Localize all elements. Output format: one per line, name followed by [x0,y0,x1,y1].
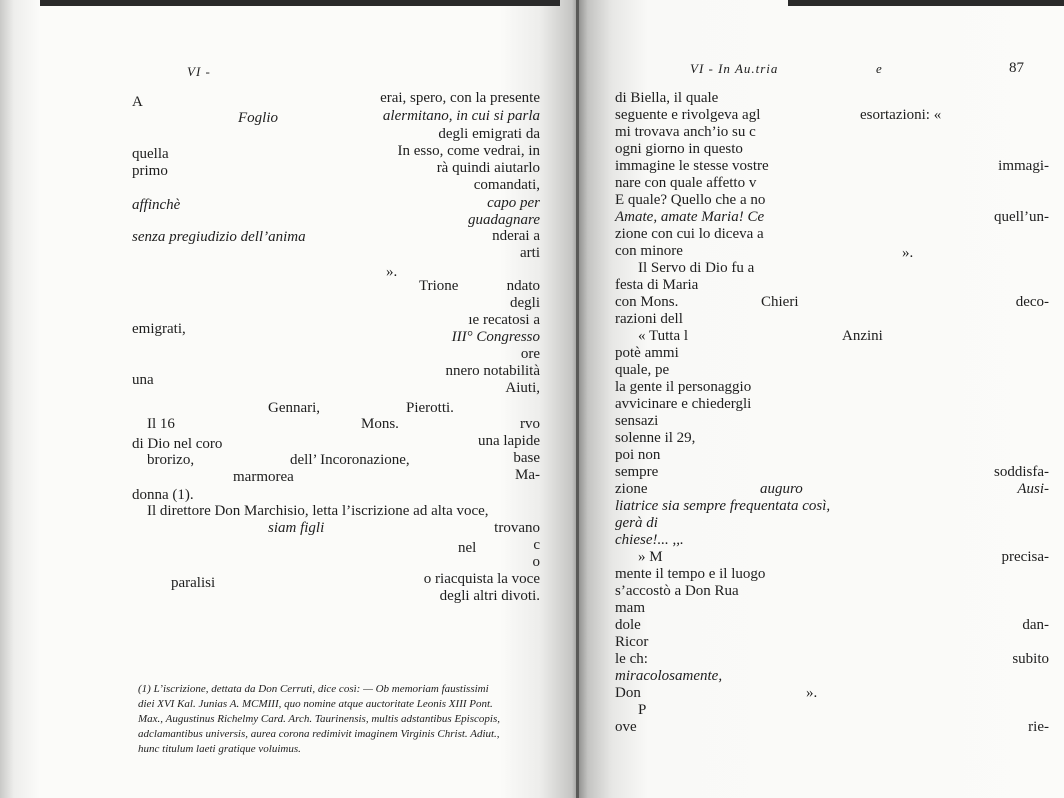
text-line-r50: ». [806,685,818,701]
text-line-r14: ». [902,245,914,261]
text-line-l04: alermitano, in cui si parla [382,108,540,124]
text-line-r08: nare con quale affetto v [615,175,757,191]
text-line-l03: Foglio [238,110,278,126]
text-line-r47: subito [1012,651,1049,667]
text-line-l34: una lapide [477,433,540,449]
text-line-r11: Amate, amate Maria! Ce [615,209,765,225]
text-line-r12: zione con cui lo diceva a [615,226,764,242]
text-line-r02: seguente e rivolgeva agl [615,107,761,123]
text-line-r07: immagi- [998,158,1049,174]
text-line-l20: degli [510,295,540,311]
right-running-header: VI - In Au.tria [690,61,779,76]
text-line-r15: Il Servo di Dio fu a [638,260,755,276]
text-line-l18: Trione [419,278,459,294]
top-scan-edge [788,0,1064,6]
text-line-l33: di Dio nel coro [132,436,223,452]
footnote-line: diei XVI Kal. Junias A. MCMIII, quo nomine atque auctoritate Leonis XIII Pont. [138,698,493,710]
text-line-l23: III° Congresso [451,329,540,345]
text-line-r24: quale, pe [615,362,670,378]
text-line-r23: potè ammi [615,345,679,361]
text-line-l46: o [532,554,540,570]
text-line-r40: mente il tempo e il luogo [615,566,766,582]
text-line-l13: guadagnare [468,212,540,228]
text-line-r26: avvicinare e chiedergli [615,396,752,412]
text-line-l27: Aiuti, [505,380,540,396]
text-line-r37: chiese!... ,,. [615,532,684,548]
footnote-line: (1) L’iscrizione, dettata da Don Cerruti, dice così: — Ob memoriam faustissimi [138,683,489,695]
text-line-r03: esortazioni: « [860,107,942,123]
text-line-r42: mam [615,600,645,616]
right-header-mark: e [876,61,883,76]
text-line-l05: degli emigrati da [438,126,540,142]
text-line-l16: arti [520,245,540,261]
text-line-l31: Mons. [361,416,399,432]
text-line-l14: senza pregiudizio dell’anima [132,229,306,245]
text-line-l26: nnero notabilità [445,363,540,379]
text-line-l30: Il 16 [147,416,175,432]
footnote-line: adclamantibus universis, aurea corona redimivit imaginem Virginis Christ. Adiut., [138,728,500,740]
text-line-r20: razioni dell [615,311,683,327]
text-line-l19: ndato [506,278,540,294]
text-line-r51: P [638,702,647,718]
text-line-r17: con Mons. [615,294,679,310]
text-line-r41: s’accostò a Don Rua [615,583,739,599]
text-line-r39: precisa- [1001,549,1049,565]
right-page [578,0,1064,798]
text-line-l39: Ma- [515,467,540,483]
text-line-r33: auguro [760,481,803,497]
text-line-r29: poi non [615,447,661,463]
text-line-l24: ore [520,346,540,362]
footnote-line: Max., Augustinus Richelmy Card. Arch. Taurinensis, multis adstantibus Episcopis, [138,713,500,725]
text-line-r38: » M [638,549,663,565]
text-line-r05: ogni giorno in questo [615,141,743,157]
text-line-l10: comandati, [473,177,540,193]
text-line-l43: trovano [494,520,540,536]
text-line-l28: Gennari, [268,400,321,416]
text-line-l21: emigrati, [132,321,186,337]
text-line-r31: soddisfa- [994,464,1049,480]
text-line-l32: rvo [520,416,540,432]
left-running-header: VI - [187,64,211,79]
text-line-r45: Ricor [615,634,649,650]
text-line-l48: o riacquista la voce [423,571,540,587]
text-line-r18: Chieri [761,294,799,310]
text-line-r19: deco- [1015,294,1049,310]
text-line-r34: Ausi- [1017,481,1049,497]
text-line-r25: la gente il personaggio [615,379,752,395]
text-line-l02: erai, spero, con la presente [380,90,540,106]
text-line-r22: Anzini [842,328,883,344]
text-line-l47: paralisi [171,575,216,591]
text-line-r01: di Biella, il quale [615,90,719,106]
text-line-l11: affinchè [132,197,181,213]
text-line-l12: capo per [487,195,540,211]
text-line-l38: marmorea [233,469,294,485]
text-line-r43: dan- [1022,617,1049,633]
text-line-l08: primo [132,163,168,179]
text-line-r09: E quale? Quello che a no [615,192,766,208]
text-line-l01: A [132,94,143,110]
text-line-l35: brorizo, [147,452,195,468]
text-line-l17: ». [386,264,398,280]
text-line-l37: base [513,450,540,466]
text-line-r28: solenne il 29, [615,430,696,446]
text-line-l40: donna (1). [132,487,194,503]
text-line-l06: quella [132,146,169,162]
text-line-l22: ıe recatosi a [468,312,540,328]
top-scan-edge [40,0,560,6]
text-line-r30: sempre [615,464,659,480]
text-line-r53: rie- [1028,719,1049,735]
text-line-r46: le ch: [615,651,648,667]
page-number: 87 [1009,60,1024,76]
text-line-l41: Il direttore Don Marchisio, letta l’iscrizione ad alta voce, [147,503,489,519]
text-line-r06: immagine le stesse vostre [615,158,769,174]
text-line-l36: dell’ Incoronazione, [290,452,410,468]
text-line-l25: una [132,372,154,388]
text-line-r35: liatrice sia sempre frequentata così, [615,498,831,514]
text-line-r21: « Tutta l [638,328,689,344]
footnote-line: hunc titulum laeti gratique voluimus. [138,743,301,755]
text-line-l42: siam figli [268,520,325,536]
text-line-l44: c [533,537,540,553]
text-line-r48: miracolosamente, [615,668,723,684]
text-line-l45: nel [458,540,477,556]
text-line-r16: festa di Maria [615,277,699,293]
text-line-l49: degli altri divoti. [439,588,540,604]
text-line-r32: zione [615,481,648,497]
book-gutter [576,0,579,798]
text-line-r04: mi trovava anch’io su c [615,124,756,140]
text-line-r10: quell’un- [994,209,1049,225]
text-line-l09: rà quindi aiutarlo [436,160,540,176]
text-line-l15: nderai a [492,228,540,244]
text-line-l07: In esso, come vedrai, in [397,143,540,159]
text-line-r13: con minore [615,243,683,259]
text-line-l29: Pierotti. [406,400,454,416]
text-line-r27: sensazi [615,413,659,429]
text-line-r44: dole [615,617,641,633]
text-line-r52: ove [615,719,637,735]
text-line-r49: Don [615,685,641,701]
text-line-r36: gerà di [615,515,658,531]
